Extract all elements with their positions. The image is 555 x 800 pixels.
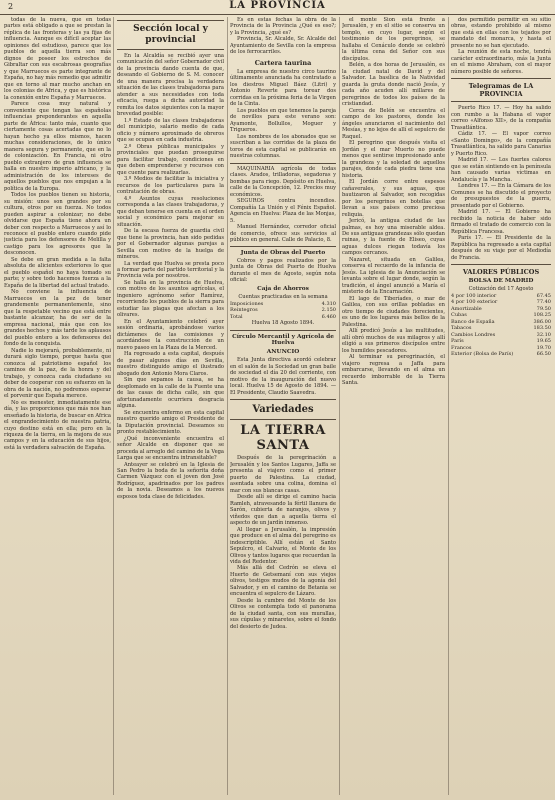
paragraph: Allí predicó Jesús a las multitudes, allí obró muchos de sus milagros y allí eligió a sus primeros discípulos entre los humildes pescadores. (342, 328, 445, 354)
paragraph: Sin que sepamos la causa, se ha desplomado en la calle de la Fuente una de las casas de dicha calle, sin que afortunadamente ocurriera desgracia alguna. (117, 377, 224, 410)
paragraph: De la escasa fuerza de guardia civil que tiene la provincia, han sido pedidas por el Gobernador algunas parejas a Sevilla con motivo de la huelga de mineros. (117, 228, 224, 261)
table-row: París 19.65 (451, 338, 551, 345)
variedades-title: Variedades (252, 404, 314, 416)
paragraph: Cerca de Belén se encuentra el campo de los pastores, donde los ángeles anunciaron el nacimiento del Mesías, y no lejos de allí el sepulcro de Raquel. (342, 107, 445, 140)
paragraph: Al llegar a Jerusalén, la impresión que produce en el alma del peregrino es indescriptible. Allí están el Santo Sepulcro, el Calvario, el Monte de los Olivos y tantos lugares que recuerdan la vida del Redentor. (230, 526, 336, 565)
caja-table (230, 301, 336, 321)
column-rule (339, 17, 340, 795)
paper-name: LA PROVINCIA (229, 0, 326, 11)
column-2 (117, 17, 224, 795)
paragraph: Nadie lo mejorará, probablemente, ni durará siglo tiempo, porque hasta que conozca al patriotismo español los caminos de la paz, de la honra y del trabajo, y conozca cada ciudadano su deber de cooperar con su esfuerzo en la obra de la nación, no podremos esperar el porvenir que España merece. (4, 347, 111, 400)
telegram: Londres 17. — En la Cámara de los Comunes se ha discutido el proyecto de presupuestos de la guerra, presentado por el Gobierno. (451, 183, 551, 209)
divider (451, 78, 551, 79)
divider (451, 264, 551, 265)
paragraph: ¿Qué inconveniente encuentra el señor Alcalde en disponer que se proceda al arreglo del camino de la Vega Larga que se encuentra intransitable? (117, 435, 224, 462)
paragraph: El lago de Tiberíades, o mar de Galilea, con sus orillas pobladas en otro tiempo de ciudades florecientes, es uno de los lugares más bellos de la Palestina. (342, 295, 445, 328)
table-row: Banco de España 386.00 (451, 318, 551, 325)
junta-title: Junta de Obras del Puerto (240, 249, 326, 256)
paragraph: Los pueblos en que tenemos la pareja de novillos para este verano son: Ayamonte, Bollullos, Moguer y Trigueros. (230, 107, 336, 134)
paragraph: el monte Sion está frente a Jerusalén, y en el sitio se conserva un templo, en cuyo lugar, según el testimonio de los peregrinos, se hallaba el Cenáculo donde se celebró la última cena del Señor con sus discípulos. (342, 17, 445, 62)
advertisement: Manuel Hernández, corredor oficial de comercio, ofrece sus servicios al público en general. Calle de Palacio, 8. (230, 224, 336, 244)
table-row: Cambios Londres 32.10 (451, 331, 551, 338)
table-row: Exterior (Bolsa de París) 66.50 (451, 351, 551, 358)
paragraph: todas de la nueva, que en todas partes está obligado a que se prestan la réplica de las fronteras y las ya fijas de influencia. Aunque es difícil aceptar las opiniones del estudioso, parece que los pueblos de aquella tierra son más dignos de poseer los estrechos de Gibraltar con sus escabrosas geografías y que Marruecos es parte integrante de España, no hay más remedio que admitir que en torno al mar mucho anchan en los colonias de Africa, y que es histórica la conexión entre España y Marruecos. (4, 17, 111, 101)
section-title-local: Sección local y provincial (133, 24, 208, 45)
divider (230, 330, 336, 331)
paragraph: Se encuentra enfermo en esta capital nuestro querido amigo el Presidente de la Diputación provincial. Deseamos su pronto restablecimiento. (117, 409, 224, 436)
paragraph: Más allá del Cedrón se eleva el Huerto de Getsemaní con sus viejos olivos, testigos mudos de la agonía del Salvador, y en el camino de Betania se encuentra el sepulcro de Lázaro. (230, 565, 336, 598)
paragraph: Esta Junta directiva acordó celebrar en el salón de la Sociedad un gran baile de sociedad el día 20 del corriente, con motivo de la inauguración del nuevo local. Huelva 15 de Agosto de 1894. — El Presidente, Claudio Saavedra. (230, 357, 336, 396)
table-row: Cubas 108.25 (451, 312, 551, 319)
divider (451, 101, 551, 102)
bolsa-title: BOLSA DE MADRID (468, 277, 534, 284)
column-1 (4, 17, 111, 795)
paragraph: Jericó, la antigua ciudad de las palmas, es hoy una miserable aldea. De sus antiguas grandezas sólo quedan ruinas, y la fuente de Eliseo, cuyas aguas dulces riegan todavía los campos cercanos. (342, 218, 445, 257)
bolsa-date: Cotización del 17 Agosto (468, 286, 534, 293)
anuncio-title: ANUNCIO (266, 348, 300, 355)
column-rule (113, 17, 114, 795)
paragraph: Todos los pueblos tienen su historia, su misión: unos son grandes por su cultura, otros por su fuerza. No todos pueden aspirar a colonizar; no debe olvidarse que España tiene ahora un deber con respecto a Marruecos y así lo reconoce el pueblo entero cuando pide justicia para los defensores de Melilla y castigo para los agresores que la desconocen. (4, 192, 111, 257)
tierra-santa-title: LA TIERRA SANTA (240, 423, 326, 454)
paragraph: 3.º Medios de facilitar la iniciativa y recursos de los particulares para la contratación de obras. (117, 176, 224, 196)
caja-footer: Huelva 18 Agosto 1894. (251, 320, 315, 327)
table-row: Amortizable 79.50 (451, 305, 551, 312)
column-4 (342, 17, 445, 795)
column-3 (230, 17, 336, 795)
paragraph: Ha regresado a esta capital, después de pasar algunos días en Sevilla, nuestro distinguido amigo el ilustrado abogado don Antonio Mora Claros. (117, 351, 224, 377)
paragraph: dos permitido permitir en su sitio obras, estando prohibido al mismo que está en ellas con los tejados por mandato del monarca, y hasta el presente no se han ejecutado. (451, 17, 551, 49)
paragraph: 1.º Estado de las clases trabajadoras del municipio, salario medio de cada oficio y número aproximado de obreros que se ocupan en cada industria. (117, 117, 224, 144)
table-row: 4 por 100 exterior 77.40 (451, 299, 551, 306)
paragraph: La reunión de esta noche, tendrá carácter extraordinario, más la Junta en el mismo Abraham, con el mayor número posible de señores. (451, 49, 551, 75)
page-number: 2 (8, 2, 14, 11)
table-row: Reintegros 2.150 (230, 307, 336, 314)
paragraph: Después de la peregrinación a Jerusalén y los Santos Lugares, Jaffa se presenta al viajero como el primer puerto de Palestina. La ciudad, asentada sobre una colina, domina el mar con sus blancas casas. (230, 455, 336, 494)
paragraph: El peregrino que después visita el Jordán y el mar Muerto no puede menos que sentirse impresionado ante la grandeza y la soledad de aquellos parajes, donde cada piedra tiene una historia. (342, 140, 445, 179)
masthead (0, 0, 555, 15)
column-rule (227, 17, 228, 795)
paragraph: Nazaret, situada en Galilea, conserva el recuerdo de la infancia de Jesús. La iglesia de la Anunciación se levanta sobre el lugar donde, según la tradición, el ángel anunció a María el misterio de la Encarnación. (342, 256, 445, 296)
caja-subtitle: Cuentas practicadas en la semana (238, 294, 328, 301)
telegrams-title: Telegramas de LA PROVINCIA (468, 82, 534, 99)
paragraph: La verdad que Huelva se presta poco a formar parte del partido territorial y la Provincia vela por nosotros. (117, 260, 224, 280)
paragraph: Desde allí se dirige el camino hacia Ramleh, atravesando la fértil llanura de Sarón, cubierta de naranjos, olivos y viñedos que dan a aquella tierra el aspecto de un jardín inmenso. (230, 494, 336, 527)
telegram: Puerto Rico 17. — Hoy ha salido con rumbo a la Habana el vapor correo «Alfonso XII», de la compañía Trasatlántica. (451, 105, 551, 131)
paragraph: Anteayer se celebró en la Iglesia de San Pedro la boda de la señorita doña Carmen Vázquez con el joven don José Rodríguez, apadrinados por los padres de la novia. Deseamos a los nuevos esposos toda clase de felicidades. (117, 461, 224, 500)
column-5 (451, 17, 551, 795)
section-title-cartera: Cartera taurina (254, 58, 312, 67)
divider (117, 20, 224, 21)
valores-title: VALORES PÚBLICOS (462, 267, 540, 276)
paragraph: Los nombres de los abonados que se suscriban a las corridas de la plaza de toros de esta capital se publicarán en nuestras columnas. (230, 133, 336, 160)
advertisement-box (230, 163, 336, 247)
divider (230, 419, 336, 420)
table-row: Total 6.460 (230, 313, 336, 320)
paragraph: En la Alcaldía se recibió ayer una comunicación del señor Gobernador civil de la provincia dando cuenta de que, deseando el Gobierno de S. M. conocer de una manera precisa la verdadera situación de las clases trabajadoras para atender a sus necesidades con toda eficacia, ruega a dicha autoridad la remita los datos siguientes con la mayor brevedad posible: (117, 53, 224, 118)
telegram: París 17. — El Presidente de la República ha regresado a esta capital después de su viaje por el Mediodía de Francia. (451, 235, 551, 261)
table-row: 4 por 100 interior 67.45 (451, 292, 551, 299)
paragraph: Se halla en la provincia de Huelva, con motivo de los asuntos agrícolas, el ingeniero agrónomo señor Ramírez, recorriendo los pueblos de la sierra para estudiar las plagas que afectan a los olivares. (117, 279, 224, 319)
paragraph: 2.º Obras públicas municipales y provinciales que puedan proseguirse para facilitar trabajo, condiciones en que deben emprenderse y recursos con que cuente para realizarlas. (117, 143, 224, 176)
telegram: Madrid 17. — El Gobierno ha recibido la noticia de haber sido firmado el tratado de comercio con la República Francesa. (451, 209, 551, 235)
caja-title: Caja de Ahorros (257, 285, 309, 292)
paragraph: No es menester, inmediatamente ese día, y las proporciones que más nos han enseñado la historia, de buscar en Africa el engrandecimiento de nuestra patria, cuyo destino está en ella; pero en la riqueza de la tierra, en la mejora de sus campos y en la educación de sus hijos, está la verdadera salvación de España. (4, 399, 111, 451)
paragraph: La empresa de nuestro circo taurino últimamente anunciada ha contratado a los diestros Miguel Báez (Litri) y Antonio Reverte para torear dos corridas en la próxima feria de la Virgen de la Cinta. (230, 68, 336, 108)
paragraph: El Jordán corre entre espesos cañaverales, y sus aguas, que bautizaron al Salvador, son recogidas por los peregrinos en botellas que llevan a sus países como preciosa reliquia. (342, 179, 445, 218)
paragraph: Al terminar su peregrinación, el viajero regresa a Jaffa para embarcarse, llevando en el alma un recuerdo imborrable de la Tierra Santa. (342, 354, 445, 387)
paragraph: Desde la cumbre del Monte de los Olivos se contempla todo el panorama de la ciudad santa, con sus murallas, sus cúpulas y minaretes, sobre el fondo del desierto de Judea. (230, 597, 336, 630)
telegram: Madrid 17. — Los fuertes calores que se están sintiendo en la península han causado varias víctimas en Andalucía y la Mancha. (451, 157, 551, 183)
divider (230, 399, 336, 400)
divider (117, 49, 224, 50)
bolsa-table (451, 293, 551, 358)
paragraph: En el Ayuntamiento celebró ayer sesión ordinaria, aprobándose varios dictámenes de las comisiones y acordándose la construcción de un nuevo paseo en la Plaza de la Merced. (117, 318, 224, 351)
paragraph: No conviene la influencia de Marruecos en la pez de tener grandemente permanentemente, sino que la respetable vecino que está entre bastante alcanzar, ha de ser de la empresa nacional, más que con los grandes hechos y más tarde los aplausos del pueblo entero a los defensores del fondo de la conquista. (4, 289, 111, 348)
paragraph: Se debe en gran medida a la falta absoluta de alicientes exteriores lo que el pueblo español no haya tomado su parte; y sobre todo hacemos fuerza a la España de la libertad del actual tratado. (4, 256, 111, 289)
advertisement: SEGUROS contra incendios. Compañía La Unión y el Fénix Español. Agencia en Huelva: Plaza de las Monjas, 5. (230, 198, 336, 224)
table-row: Imposiciones 4.310 (230, 300, 336, 307)
column-rule (448, 17, 449, 795)
paragraph: Belén, a dos horas de Jerusalén, es la ciudad natal de David y del Salvador. La basílica de la Natividad guarda la gruta donde nació Jesús, y cada año acuden allí millares de peregrinos de todos los países de la cristiandad. (342, 62, 445, 108)
paragraph: Provincia, Sr. Alcalde, Sr. Alcalde del Ayuntamiento de Sevilla con la empresa de los ferrocarriles. (230, 36, 336, 56)
circulo-title: Círculo Mercantil y Agrícola de Huelva (232, 333, 334, 347)
paragraph: Es en estas fechas la obra de la Provincia de la Provincia ¿Qué es eso?; y la Provincia, ¿qué es? (230, 17, 336, 36)
advertisement: MAQUINARIA agrícola de todas clases. Arados, trilladoras, segadoras y bombas para riego. Depósito en Huelva, calle de la Concepción, 12. Precios muy económicos. (230, 165, 336, 198)
paragraph: Parece cosa muy natural y conveniente que tengan las españolas influencias preponderantes en aquella parte de África: tanto más, cuanto que ciertamente cosas acertadas que no lo hayan hecho ya ellos mismos, hacen muchas consideraciones, de lo único manera segura y permanente, que en la de colonización. En Francia, ni otro pueblo extranjero de gran influencia se halla en nuestro imperio africano, y la administración de los intereses de aquellos pueblos que nos empujan a la política de la Europa. (4, 101, 111, 192)
telegram: Cádiz 17. — El vapor correo «Santo Domingo», de la compañía Trasatlántica, ha salido para Canarias y Puerto Rico. (451, 131, 551, 157)
table-row: Francos 19.70 (451, 344, 551, 351)
table-row: Tabacos 183.50 (451, 325, 551, 332)
paragraph: Cobros y pagos realizados por la Junta de Obras del Puerto de Huelva durante el mes de Agosto, según nota oficial: (230, 257, 336, 284)
paragraph: 4.º Asuntos cuyas resoluciones corresponda a las clases trabajadoras, y que deban tenerse en cuenta en el orden social y económico para mejorar su situación. (117, 195, 224, 228)
